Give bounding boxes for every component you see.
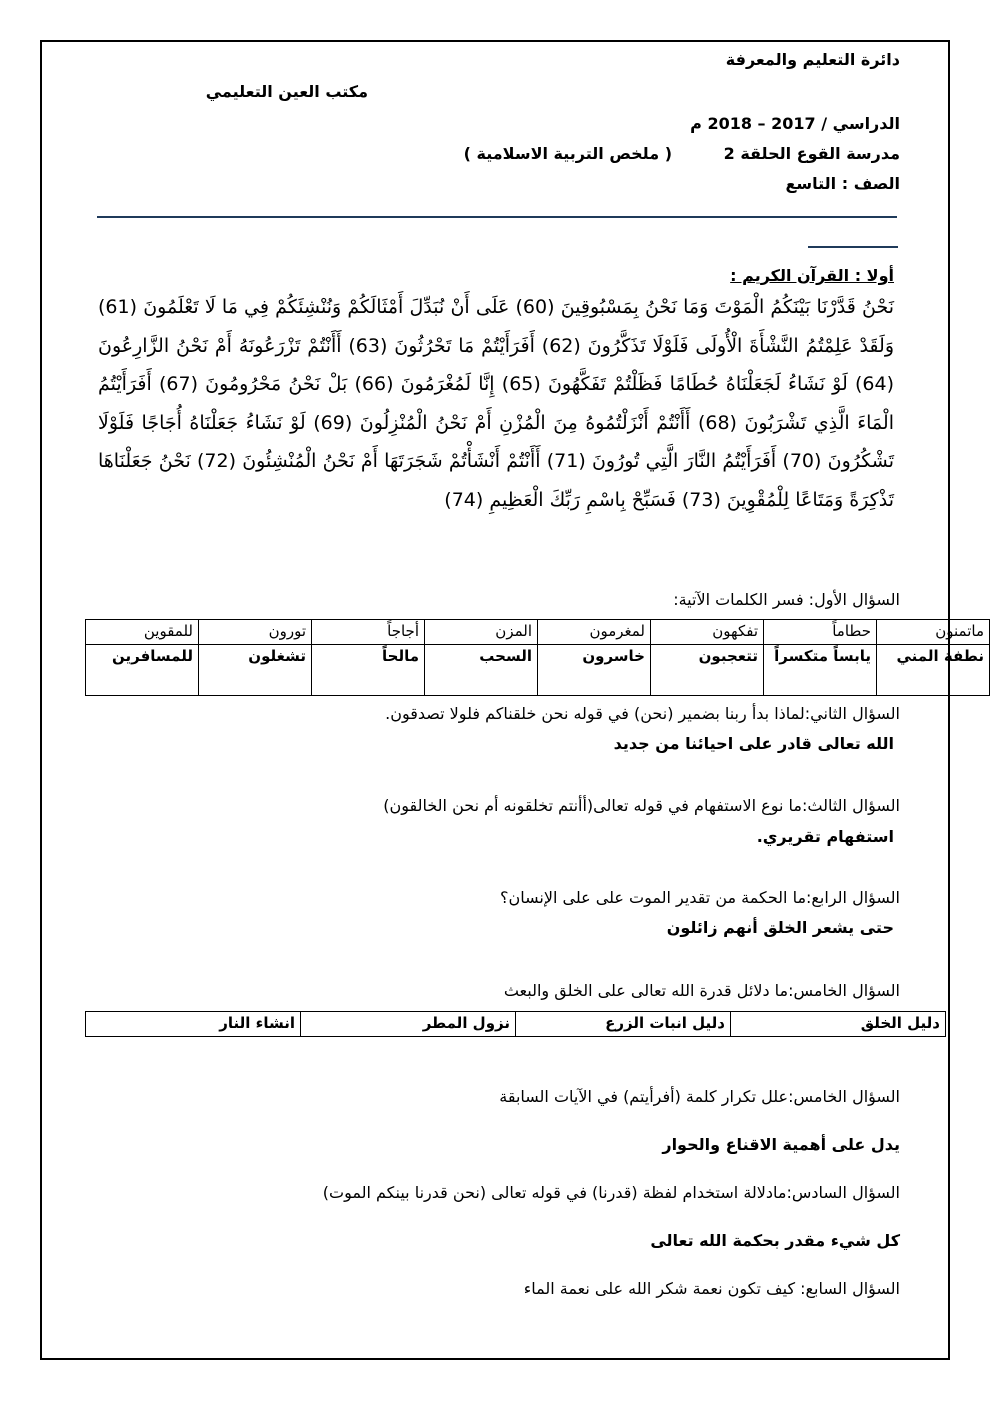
vocab-meaning: للمسافرين [86, 645, 199, 696]
q2-question: السؤال الثاني:لماذا بدأ ربنا بضمير (نحن) في قوله نحن خلقناكم فلولا تصدقون. [385, 704, 900, 723]
vocab-meaning: نطفة المني [877, 645, 990, 696]
vocab-word: للمقوين [86, 620, 199, 645]
evidence-table [85, 1011, 946, 1037]
q5b-question: السؤال الخامس:علل تكرار كلمة (أفرأيتم) في الآيات السابقة [499, 1087, 900, 1106]
vocab-word: لمغرمون [538, 620, 651, 645]
q5-question: السؤال الخامس:ما دلائل قدرة الله تعالى على الخلق والبعث [503, 981, 900, 1000]
vocab-meaning: يابساً متكسراً [764, 645, 877, 696]
q3-question: السؤال الثالث:ما نوع الاستفهام في قوله تعالى(أأنتم تخلقونه أم نحن الخالقون) [383, 796, 900, 815]
header-school: مدرسة القوع الحلقة 2 [723, 144, 900, 163]
vocab-meanings-row [86, 645, 990, 696]
evidence-cell: دليل انبات الزرع [516, 1012, 731, 1037]
section-divider [808, 246, 898, 248]
vocab-word: تفكهون [651, 620, 764, 645]
evidence-cell: انشاء النار [86, 1012, 301, 1037]
vocab-word: المزن [425, 620, 538, 645]
vocab-word: حطاماً [764, 620, 877, 645]
header-grade: الصف : التاسع [785, 174, 900, 193]
vocab-meaning: السحب [425, 645, 538, 696]
header-dept: دائرة التعليم والمعرفة [725, 50, 900, 69]
vocab-meaning: خاسرون [538, 645, 651, 696]
evidence-row [86, 1012, 946, 1037]
q4-answer: حتى يشعر الخلق أنهم زائلون [666, 918, 894, 937]
header-year: الدراسي / 2017 – 2018 م [690, 114, 900, 133]
header-summary: ( ملخص التربية الاسلامية ) [463, 144, 672, 163]
evidence-cell: نزول المطر [301, 1012, 516, 1037]
vocab-word: ماتمنون [877, 620, 990, 645]
vocab-word: أجاجاً [312, 620, 425, 645]
vocab-words-row [86, 620, 990, 645]
quran-passage: نَحْنُ قَدَّرْنَا بَيْنَكُمُ الْمَوْتَ وَمَا نَحْنُ بِمَسْبُوقِينَ (60) عَلَى أَنْ نُبَدِّلَ أَمْثَالَكُمْ وَنُنْشِئَكُمْ فِي مَا لَا تَعْلَمُونَ (61) وَلَقَدْ عَلِمْتُمُ النَّشْأَةَ الْأُولَى فَلَوْلَا تَذَكَّرُونَ (62) أَفَرَأَيْتُمْ مَا تَحْرُثُونَ (63) أَأَنْتُمْ تَزْرَعُونَهُ أَمْ نَحْنُ الزَّارِعُونَ (64) لَوْ نَشَاءُ لَجَعَلْنَاهُ حُطَامًا فَظَلْتُمْ تَفَكَّهُونَ (65) إِنَّا لَمُغْرَمُونَ (66) بَلْ نَحْنُ مَحْرُومُونَ (67) أَفَرَأَيْتُمُ الْمَاءَ الَّذِي تَشْرَبُونَ (68) أَأَنْتُمْ أَنْزَلْتُمُوهُ مِنَ الْمُزْنِ أَمْ نَحْنُ الْمُنْزِلُونَ (69) لَوْ نَشَاءُ جَعَلْنَاهُ أُجَاجًا فَلَوْلَا تَشْكُرُونَ (70) أَفَرَأَيْتُمُ النَّارَ الَّتِي تُورُونَ (71) أَأَنْتُمْ أَنْشَأْتُمْ شَجَرَتَهَا أَمْ نَحْنُ الْمُنْشِئُونَ (72) نَحْنُ جَعَلْنَاهَا تَذْكِرَةً وَمَتَاعًا لِلْمُقْوِينَ (73) فَسَبِّحْ بِاسْمِ رَبِّكَ الْعَظِيمِ (74) [98, 296, 894, 511]
q5b-answer: يدل على أهمية الاقناع والحوار [662, 1135, 900, 1154]
page-border [40, 40, 950, 1360]
header-divider [97, 216, 897, 218]
evidence-cell: دليل الخلق [731, 1012, 946, 1037]
vocab-meaning: تتعجبون [651, 645, 764, 696]
vocab-meaning: مالحاً [312, 645, 425, 696]
q6-question: السؤال السادس:مادلالة استخدام لفظة (قدرنا) في قوله تعالى (نحن قدرنا بينكم الموت) [322, 1183, 900, 1202]
q4-question: السؤال الرابع:ما الحكمة من تقدير الموت على على الإنسان؟ [500, 888, 900, 907]
vocab-meaning: تشغلون [199, 645, 312, 696]
header-office: مكتب العين التعليمي [205, 82, 368, 101]
q6-answer: كل شيء مقدر بحكمة الله تعالى [650, 1231, 900, 1250]
q7-question: السؤال السابع: كيف تكون نعمة شكر الله على نعمة الماء [523, 1279, 900, 1298]
vocab-word: تورون [199, 620, 312, 645]
vocab-table [85, 619, 990, 696]
q2-answer: الله تعالى قادر على احيائنا من جديد [613, 734, 894, 753]
q1-question: السؤال الأول: فسر الكلمات الآتية: [673, 590, 900, 609]
section-title: أولا : القرآن الكريم : [730, 266, 894, 285]
q3-answer: استفهام تقريري. [756, 827, 894, 846]
